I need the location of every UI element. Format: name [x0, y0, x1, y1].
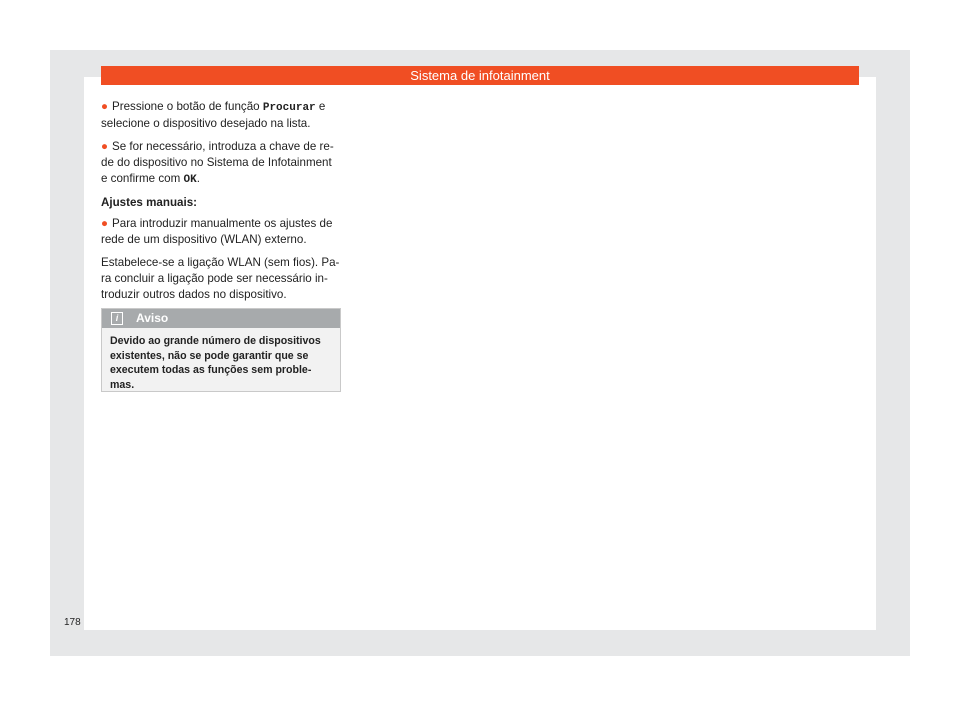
- bullet-item: [101, 216, 341, 248]
- content-column: [101, 99, 341, 310]
- bullet-icon: ●: [101, 217, 109, 230]
- bullet-item: [101, 139, 341, 188]
- body-paragraph: Estabelece-se a ligação WLAN (sem fios). Pa-ra concluir a ligação pode ser necessário in-troduzir outros dados no dispositivo.: [101, 256, 340, 301]
- notice-box: [101, 308, 341, 392]
- subheading: Ajustes manuais:: [101, 196, 197, 209]
- bullet-text: e selecione o dispositivo desejado na lista.: [101, 100, 326, 130]
- bullet-text: Pressione o botão de função: [112, 100, 263, 113]
- bullet-text: Para introduzir manualmente os ajustes de rede de um dispositivo (WLAN) externo.: [101, 217, 333, 246]
- section-header: [101, 66, 859, 85]
- notice-title: Aviso: [136, 311, 169, 325]
- bullet-icon: ●: [101, 140, 109, 153]
- bullet-text: Se for necessário, introduza a chave de re-de do dispositivo no Sistema de Infotainment e confirme com: [101, 140, 334, 185]
- bullet-icon: ●: [101, 100, 109, 113]
- notice-body: Devido ao grande número de dispositivos existentes, não se pode garantir que se executem todas as funções sem proble-mas.: [110, 335, 321, 391]
- info-icon: i: [111, 312, 123, 325]
- section-title: Sistema de infotainment: [410, 68, 550, 83]
- function-button-label: Procurar: [262, 102, 316, 114]
- bullet-item: [101, 99, 341, 132]
- ok-button-label: OK: [183, 174, 197, 186]
- bullet-text: .: [196, 172, 200, 185]
- page-number: 178: [64, 617, 81, 628]
- notice-header: [102, 309, 340, 328]
